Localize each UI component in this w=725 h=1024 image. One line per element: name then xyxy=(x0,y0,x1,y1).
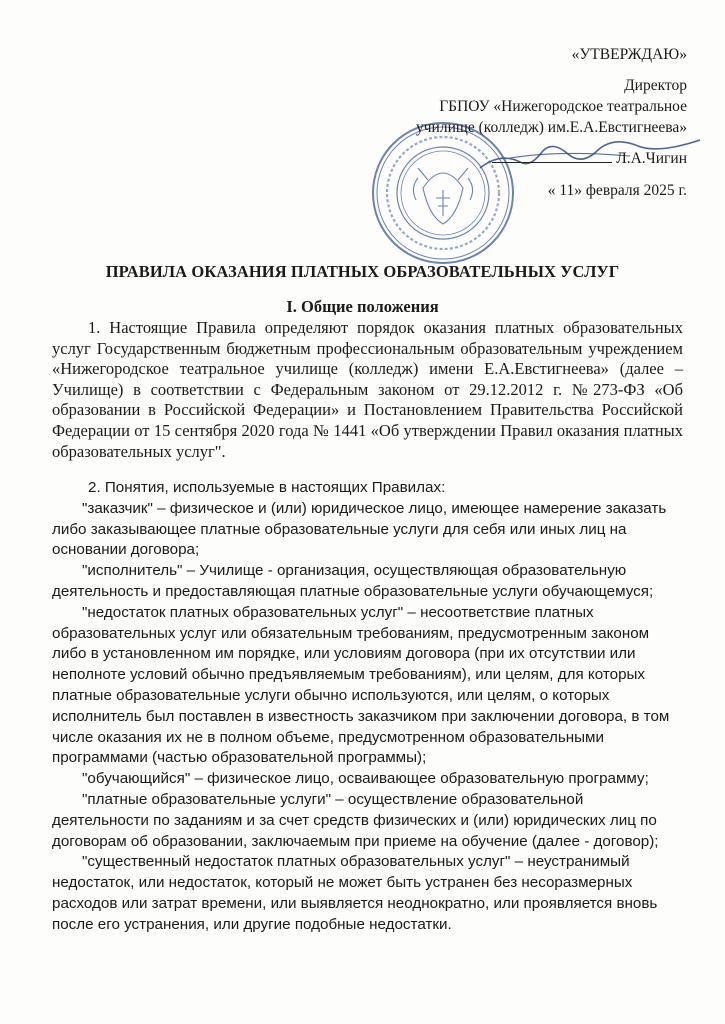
definition-deficiency: "недостаток платных образовательных услуг" – несоответствие платных образовательных услуг или обязательным требованиям, предусмотренным законом либо в установленном им порядке, или условиям договора (при их отсутствии или неполноте условий обычно предъявляемым требованиям), или целям, для которых платные образовательные услуги обычно используются, или целям, о которых исполнитель был поставлен в известность заказчиком при заключении договора, в том числе оказания их не в полном объеме, предусмотренном образовательными программами (частью образовательной программы); xyxy=(52,603,670,767)
definition-material-deficiency: "существенный недостаток платных образовательных услуг" – неустранимый недостаток, или недостаток, который не может быть устранен без несоразмерных расходов или затрат времени, или выявляется неоднократно, или проявляется вновь после его устранения, или другие подобные недостатки. xyxy=(52,853,658,933)
paragraph-2: 2. Понятия, используемые в настоящих Правилах: xyxy=(88,479,446,496)
definition-paid-services: "платные образовательные услуги" – осуществление образовательной деятельности по заданиям и за счет средств физических и (или) юридических лиц по договорам об образовании, заключаемым при приеме на обучение (далее - договор); xyxy=(52,790,659,850)
definition-customer: "заказчик" – физическое и (или) юридическое лицо, имеющее намерение заказать либо заказывающее платные образовательные услуги для себя или иных лиц на основании договора; xyxy=(52,499,667,559)
document-title: ПРАВИЛА ОКАЗАНИЯ ПЛАТНЫХ ОБРАЗОВАТЕЛЬНЫХ УСЛУГ xyxy=(105,262,620,281)
definition-executor: "исполнитель" – Училище - организация, осуществляющая образовательную деятельность и предоставляющая платные образовательные услуги обучающемуся; xyxy=(52,562,654,600)
signature-blank xyxy=(492,162,612,163)
organization-line-1: ГБПОУ «Нижегородское театральное xyxy=(439,98,687,115)
approval-date: « 11» февраля 2025 г. xyxy=(547,182,687,199)
definitions-block xyxy=(52,478,683,936)
organization-line-2: училище (колледж) им.Е.А.Евстигнеева» xyxy=(416,119,687,136)
approval-block xyxy=(416,44,687,201)
signatory-name: Л.А.Чигин xyxy=(616,150,687,167)
approve-label: «УТВЕРЖДАЮ» xyxy=(571,46,687,63)
definition-student: "обучающийся" – физическое лицо, осваивающее образовательную программу; xyxy=(82,770,649,788)
approver-position: Директор xyxy=(624,77,687,94)
paragraph-1: 1. Настоящие Правила определяют порядок оказания платных образовательных услуг Государственным бюджетным профессиональным образовательным учреждением «Нижегородское театральное училище (колледж) имени Е.А.Евстигнеева» (далее – Училище) в соответствии с Федеральным законом от 29.12.2012 г. №273-ФЗ «Об образовании в Российской Федерации» и Постановлением Правительства Российской Федерации от 15 сентября 2020 года № 1441 «Об утверждении Правил оказания платных образовательных услуг". xyxy=(52,318,683,461)
signature-line xyxy=(416,148,687,169)
section-heading: I. Общие положения xyxy=(286,297,439,316)
